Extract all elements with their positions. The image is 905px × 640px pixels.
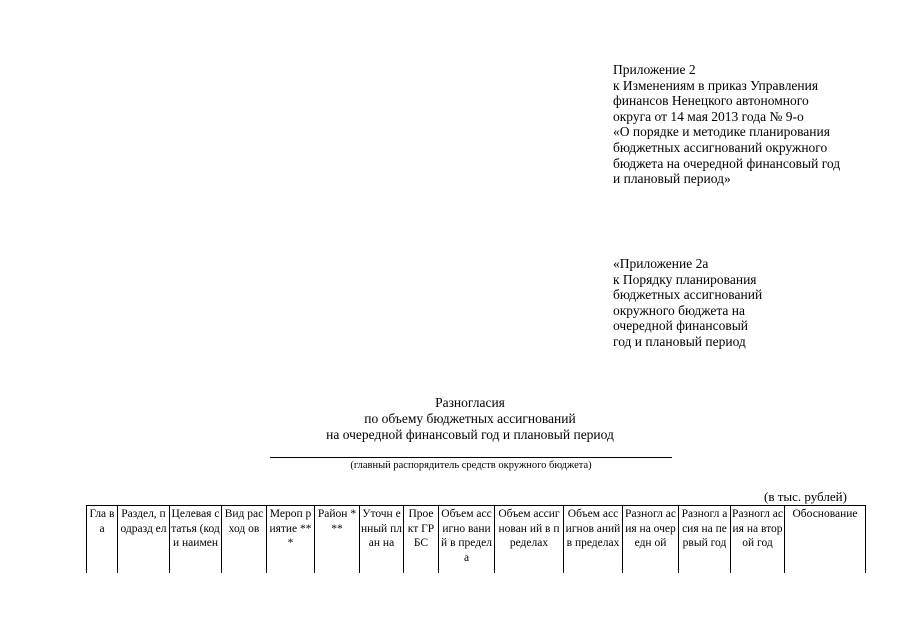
column-header-allocation-1: Объем ассигно ваний в предела [439, 506, 495, 574]
column-header-target-article: Целевая статья (код и наимен [170, 506, 222, 574]
appendix-2-line: бюджета на очередной финансовый год [613, 155, 841, 171]
appendix-2-line: финансов Ненецкого автономного [613, 93, 809, 109]
column-header-justification: Обоснование [785, 506, 866, 574]
appendix-2-line: и плановый период» [613, 171, 731, 187]
appendix-2a-line: очередной финансовый [613, 318, 749, 334]
appendix-2-line: «О порядке и методике планирования [613, 124, 830, 140]
units-note: (в тыс. рублей) [764, 489, 847, 504]
appendix-2a-header [613, 256, 762, 350]
document-title [270, 395, 670, 443]
column-header-chapter: Гла ва [87, 506, 118, 574]
appendix-2-header [613, 62, 840, 187]
appendix-2-line: округа от 14 мая 2013 года № 9-о [613, 108, 804, 124]
document-title-line: Разногласия [435, 395, 505, 410]
column-header-allocation-2: Объем ассигнован ий в пределах [495, 506, 564, 574]
signature-caption: (главный распорядитель средств окружного бюджета) [350, 460, 592, 471]
column-header-disagreement-first-year: Разногл асия на первый год [679, 506, 731, 574]
column-header-disagreement-next-year: Разногл асия на очередн ой [623, 506, 679, 574]
column-header-grbs-project: Прое кт ГРБС [404, 506, 439, 574]
appendix-2a-line: «Приложение 2а [613, 256, 709, 271]
document-title-line: на очередной финансовый год и плановый период [326, 427, 614, 442]
table-header-row [87, 506, 866, 574]
appendix-2a-line: бюджетных ассигнований [613, 287, 763, 303]
column-header-allocation-3: Объем ассигнов аний в пределах [564, 506, 623, 574]
budget-table [86, 505, 866, 573]
signature-line [270, 457, 672, 458]
column-header-district: Район *** [315, 506, 360, 574]
appendix-2-line: к Изменениям в приказ Управления [613, 77, 819, 93]
column-header-expense-type: Вид расход ов [222, 506, 267, 574]
column-header-measure: Мероп риятие *** [267, 506, 315, 574]
appendix-2a-line: окружного бюджета на [613, 302, 746, 318]
appendix-2-line: Приложение 2 [613, 62, 696, 77]
appendix-2a-line: год и плановый период [613, 333, 746, 349]
column-header-updated-plan: Уточн енный план на [360, 506, 404, 574]
document-title-line: по объему бюджетных ассигнований [364, 411, 576, 426]
appendix-2-line: бюджетных ассигнований окружного [613, 139, 828, 155]
column-header-disagreement-second-year: Разногл асия на второй год [731, 506, 785, 574]
appendix-2a-line: к Порядку планирования [613, 271, 757, 287]
column-header-section: Раздел, подразд ел [118, 506, 170, 574]
